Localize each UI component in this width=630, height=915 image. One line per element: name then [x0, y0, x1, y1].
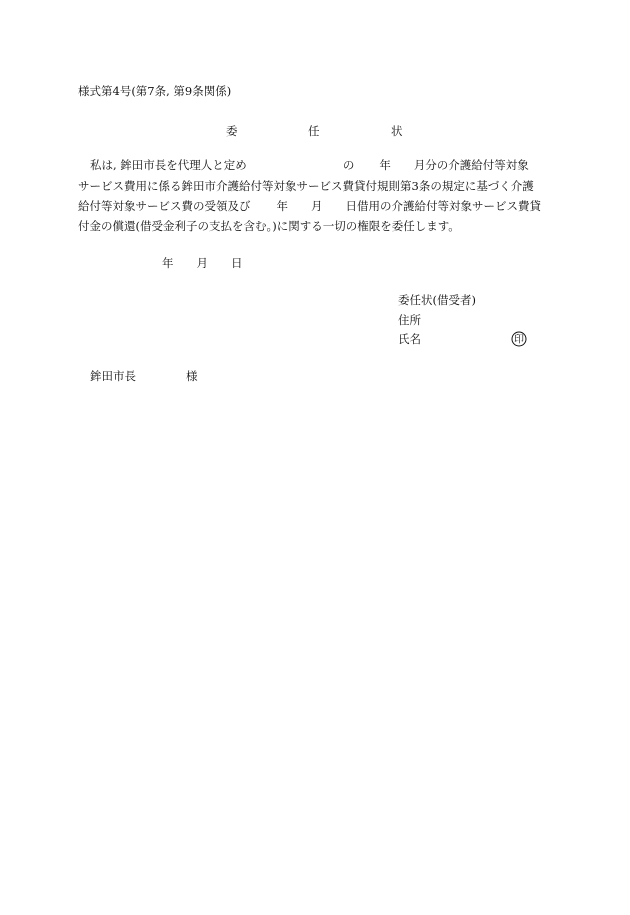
body-text-1a: 私は, 鉾田市長を代理人と定め	[90, 158, 247, 172]
body-text-1c: 年	[379, 158, 391, 172]
body-text-1b: の	[342, 158, 355, 172]
addressee-name: 鉾田市長	[90, 369, 136, 383]
addressee-honorific: 様	[186, 369, 198, 383]
address-label: 住所	[398, 313, 421, 327]
date-day-label: 日	[231, 256, 243, 270]
date-year-label: 年	[162, 256, 174, 270]
delegator-label: 委任状(借受者)	[398, 293, 476, 307]
body-line-2: サービス費用に係る鉾田市介護給付等対象サービス費貸付規則第3条の規定に基づく介護	[78, 179, 534, 193]
body-text-3b: 年	[276, 199, 288, 213]
date-line	[162, 258, 243, 270]
document-title	[226, 126, 406, 140]
seal-icon	[511, 331, 527, 347]
title-char-1: 委	[226, 124, 238, 138]
body-text-3c: 月	[311, 199, 323, 213]
body-line-4: 付金の償還(借受金利子の支払を含む。)に関する一切の権限を委任します。	[78, 219, 460, 233]
title-char-2: 任	[308, 124, 320, 138]
body-line-3	[78, 201, 541, 213]
seal-char: 印	[514, 334, 524, 346]
body-text-3a: 給付等対象サービス費の受領及び	[78, 199, 251, 213]
body-line-1	[78, 160, 529, 172]
addressee-line	[90, 371, 198, 383]
body-text-3d: 日借用の介護給付等対象サービス費貸	[345, 199, 541, 213]
name-label: 氏名	[398, 332, 421, 346]
title-char-3: 状	[391, 124, 403, 138]
body-text-1d: 月分の介護給付等対象	[413, 158, 529, 172]
form-number-label: 様式第4号(第7条, 第9条関係)	[78, 84, 232, 98]
date-month-label: 月	[196, 256, 208, 270]
